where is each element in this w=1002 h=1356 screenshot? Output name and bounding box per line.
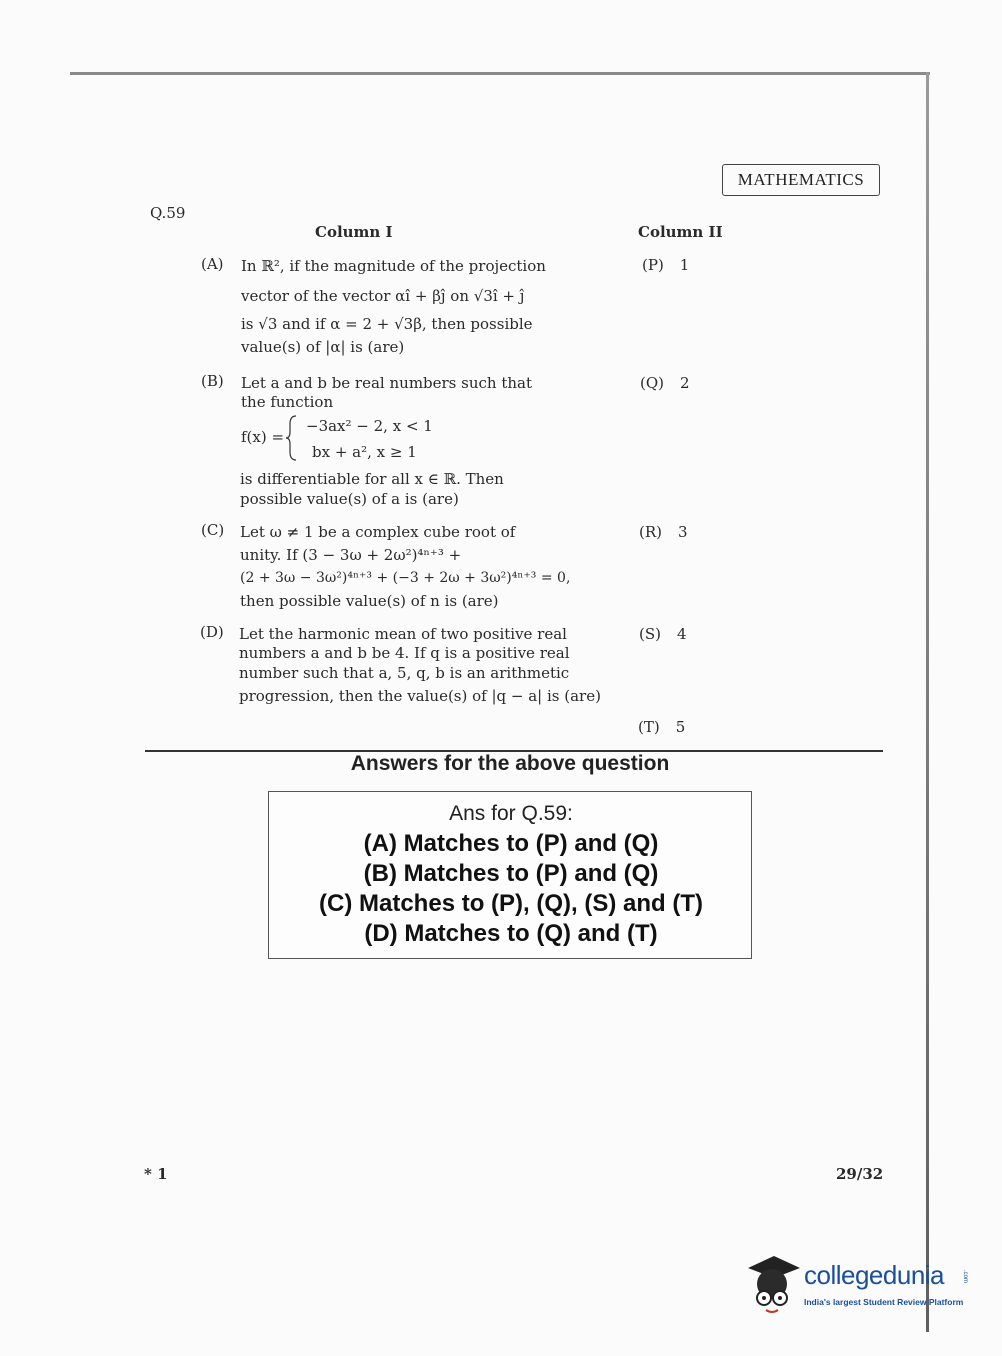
top-rule	[70, 72, 930, 75]
brand-tagline: India's largest Student Review Platform	[804, 1297, 964, 1307]
answer-box	[268, 791, 752, 959]
piecewise-brace	[284, 414, 298, 462]
answer-line-b: (B) Matches to (P) and (Q)	[363, 860, 659, 887]
answer-title: Ans for Q.59:	[449, 802, 573, 825]
option-s: (S) 4	[639, 625, 687, 643]
item-c-line-2: unity. If (3 − 3ω + 2ω²)⁴ⁿ⁺³ +	[240, 546, 462, 564]
item-a-line-3: is √3 and if α = 2 + √3β, then possible	[241, 315, 533, 333]
subject-label: MATHEMATICS	[722, 164, 880, 196]
footer-marker: * 1	[144, 1165, 168, 1183]
item-d-line-3: number such that a, 5, q, b is an arithmetic	[239, 664, 570, 682]
item-d-line-1: Let the harmonic mean of two positive real	[239, 625, 567, 643]
item-d-label: (D)	[200, 623, 224, 641]
item-b-line-2: the function	[241, 393, 334, 411]
item-b-case-2: bx + a², x ≥ 1	[312, 443, 417, 461]
item-b-line-7: possible value(s) of a is (are)	[240, 490, 459, 508]
column1-heading: Column I	[315, 223, 393, 241]
item-d-line-4: progression, then the value(s) of |q − a| is (are)	[239, 687, 601, 705]
option-p: (P) 1	[642, 256, 690, 274]
page-number: 29/32	[836, 1165, 884, 1183]
item-a-line-2: vector of the vector αî + βĵ on √3î + ĵ	[241, 287, 525, 305]
answer-line-a: (A) Matches to (P) and (Q)	[363, 830, 659, 857]
brand-name: collegedunia	[804, 1260, 945, 1290]
item-a-line-4: value(s) of |α| is (are)	[241, 338, 405, 356]
item-b-line-1: Let a and b be real numbers such that	[241, 374, 532, 392]
item-b-label: (B)	[201, 372, 224, 390]
item-a-label: (A)	[201, 255, 224, 273]
answer-line-d: (D) Matches to (Q) and (T)	[364, 920, 658, 947]
option-q: (Q) 2	[640, 374, 690, 392]
column2-heading: Column II	[638, 223, 723, 241]
item-c-line-4: then possible value(s) of n is (are)	[240, 592, 499, 610]
brand-suffix: .com	[962, 1270, 968, 1284]
item-b-case-1: −3ax² − 2, x < 1	[306, 417, 433, 435]
page-edge-shadow	[926, 72, 929, 1332]
question-number: Q.59	[150, 204, 186, 222]
option-r: (R) 3	[639, 523, 688, 541]
item-c-line-3: (2 + 3ω − 3ω²)⁴ⁿ⁺³ + (−3 + 2ω + 3ω²)⁴ⁿ⁺³ = 0,	[240, 570, 571, 586]
item-c-line-1: Let ω ≠ 1 be a complex cube root of	[240, 523, 516, 541]
answers-heading: Answers for the above question	[350, 752, 670, 775]
option-t: (T) 5	[638, 718, 686, 736]
answer-line-c: (C) Matches to (P), (Q), (S) and (T)	[319, 890, 703, 917]
item-d-line-2: numbers a and b be 4. If q is a positive real	[239, 644, 570, 662]
item-a-line-1: In ℝ², if the magnitude of the projection	[241, 257, 546, 275]
collegedunia-logo	[744, 1254, 974, 1318]
mascot-icon	[744, 1254, 804, 1318]
item-b-line-6: is differentiable for all x ∈ ℝ. Then	[240, 470, 504, 488]
item-b-function-name: f(x) =	[241, 428, 285, 446]
item-c-label: (C)	[201, 521, 225, 539]
